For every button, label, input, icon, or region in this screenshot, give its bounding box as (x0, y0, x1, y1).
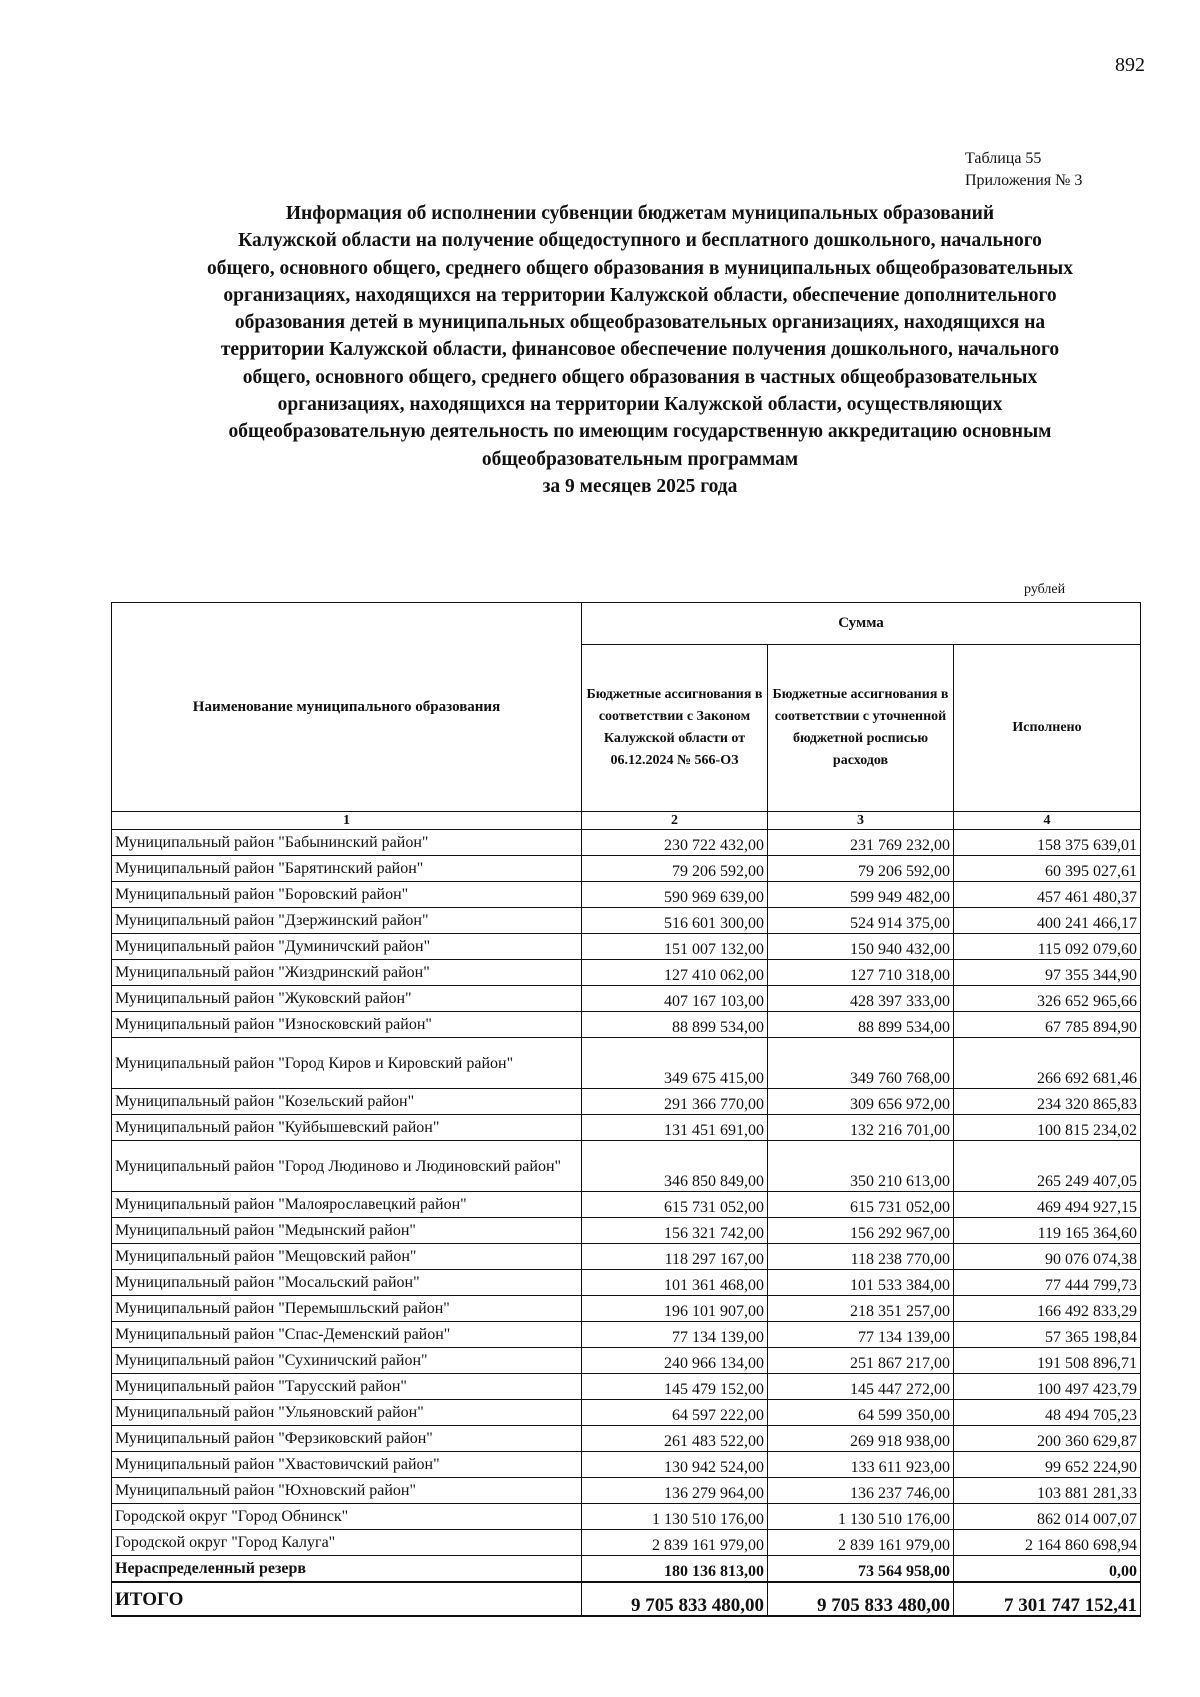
municipality-name: Муниципальный район "Барятинский район" (112, 856, 582, 882)
table-row (112, 830, 1141, 856)
executed-value: 457 461 480,37 (954, 882, 1141, 908)
revised-allocation-value: 231 769 232,00 (768, 830, 954, 856)
revised-allocation-value: 218 351 257,00 (768, 1296, 954, 1322)
law-allocation-value: 516 601 300,00 (582, 908, 768, 934)
revised-allocation-value: 269 918 938,00 (768, 1426, 954, 1452)
municipality-name: Муниципальный район "Город Людиново и Людиновский район" (112, 1141, 582, 1192)
executed-value: 469 494 927,15 (954, 1192, 1141, 1218)
currency-unit: рублей (1024, 582, 1066, 597)
total-executed: 7 301 747 152,41 (954, 1582, 1141, 1616)
executed-value: 119 165 364,60 (954, 1218, 1141, 1244)
municipality-name: Муниципальный район "Тарусский район" (112, 1374, 582, 1400)
revised-allocation-value: 309 656 972,00 (768, 1089, 954, 1115)
executed-value: 191 508 896,71 (954, 1348, 1141, 1374)
title-line: Информация об исполнении субвенции бюджетам муниципальных образований (285, 203, 995, 224)
revised-allocation-value: 88 899 534,00 (768, 1012, 954, 1038)
reserve-revised-allocation: 73 564 958,00 (768, 1556, 954, 1583)
header-law-allocations: Бюджетные ассигнования в соответствии с Законом Калужской области от 06.12.2024 № 566-ОЗ (582, 645, 768, 812)
municipality-name: Муниципальный район "Сухиничский район" (112, 1348, 582, 1374)
municipality-name: Городской округ "Город Калуга" (112, 1530, 582, 1556)
executed-value: 400 241 466,17 (954, 908, 1141, 934)
municipality-name: Муниципальный район "Мещовский район" (112, 1244, 582, 1270)
revised-allocation-value: 2 839 161 979,00 (768, 1530, 954, 1556)
revised-allocation-value: 615 731 052,00 (768, 1192, 954, 1218)
law-allocation-value: 615 731 052,00 (582, 1192, 768, 1218)
page-number: 892 (1115, 54, 1145, 76)
executed-value: 97 355 344,90 (954, 960, 1141, 986)
table-row (112, 986, 1141, 1012)
municipality-name: Муниципальный район "Бабынинский район" (112, 830, 582, 856)
municipality-name: Муниципальный район "Ульяновский район" (112, 1400, 582, 1426)
executed-value: 862 014 007,07 (954, 1504, 1141, 1530)
table-row (112, 908, 1141, 934)
table-row (112, 1530, 1141, 1556)
column-number: 2 (582, 812, 768, 830)
header-executed: Исполнено (954, 645, 1141, 812)
municipality-name: Муниципальный район "Мосальский район" (112, 1270, 582, 1296)
reserve-executed: 0,00 (954, 1556, 1141, 1583)
executed-value: 158 375 639,01 (954, 830, 1141, 856)
executed-value: 265 249 407,05 (954, 1141, 1141, 1192)
executed-value: 100 815 234,02 (954, 1115, 1141, 1141)
executed-value: 115 092 079,60 (954, 934, 1141, 960)
executed-value: 99 652 224,90 (954, 1452, 1141, 1478)
table-row (112, 1478, 1141, 1504)
law-allocation-value: 230 722 432,00 (582, 830, 768, 856)
table-reference-line2: Приложения № 3 (965, 172, 1083, 189)
header-sum-group: Сумма (582, 603, 1141, 645)
executed-value: 200 360 629,87 (954, 1426, 1141, 1452)
municipality-name: Муниципальный район "Дзержинский район" (112, 908, 582, 934)
law-allocation-value: 151 007 132,00 (582, 934, 768, 960)
municipality-name: Муниципальный район "Юхновский район" (112, 1478, 582, 1504)
title-line: организациях, находящихся на территории Калужской области, осуществляющих (277, 394, 1003, 416)
table-row (112, 1322, 1141, 1348)
revised-allocation-value: 150 940 432,00 (768, 934, 954, 960)
executed-value: 90 076 074,38 (954, 1244, 1141, 1270)
revised-allocation-value: 101 533 384,00 (768, 1270, 954, 1296)
municipality-name: Муниципальный район "Малоярославецкий район" (112, 1192, 582, 1218)
table-row (112, 882, 1141, 908)
law-allocation-value: 291 366 770,00 (582, 1089, 768, 1115)
executed-value: 57 365 198,84 (954, 1322, 1141, 1348)
municipality-name: Муниципальный район "Жуковский район" (112, 986, 582, 1012)
table-row (112, 1218, 1141, 1244)
table-row (112, 1426, 1141, 1452)
law-allocation-value: 79 206 592,00 (582, 856, 768, 882)
revised-allocation-value: 118 238 770,00 (768, 1244, 954, 1270)
executed-value: 326 652 965,66 (954, 986, 1141, 1012)
title-line: организациях, находящихся на территории Калужской области, обеспечение дополнительного (223, 284, 1057, 306)
title-line: территории Калужской области, финансовое обеспечение получения дошкольного, начального (220, 339, 1060, 361)
title-line: общеобразовательным программам (481, 448, 799, 470)
table-row (112, 1192, 1141, 1218)
title-line: общего, основного общего, среднего общего образования в частных общеобразовательных (242, 366, 1038, 388)
reserve-law-allocation: 180 136 813,00 (582, 1556, 768, 1583)
table-row (112, 1089, 1141, 1115)
executed-value: 234 320 865,83 (954, 1089, 1141, 1115)
title-line: образования детей в муниципальных общеобразовательных организациях, находящихся на (234, 312, 1046, 334)
law-allocation-value: 127 410 062,00 (582, 960, 768, 986)
header-municipality: Наименование муниципального образования (112, 603, 582, 812)
municipality-name: Муниципальный район "Перемышльский район" (112, 1296, 582, 1322)
law-allocation-value: 2 839 161 979,00 (582, 1530, 768, 1556)
subvention-table (111, 602, 1141, 1617)
title-line: общеобразовательную деятельность по имеющим государственную аккредитацию основным (228, 421, 1052, 443)
executed-value: 77 444 799,73 (954, 1270, 1141, 1296)
municipality-name: Муниципальный район "Думиничский район" (112, 934, 582, 960)
table-row (112, 1400, 1141, 1426)
law-allocation-value: 64 597 222,00 (582, 1400, 768, 1426)
law-allocation-value: 88 899 534,00 (582, 1012, 768, 1038)
law-allocation-value: 346 850 849,00 (582, 1141, 768, 1192)
total-label: ИТОГО (112, 1582, 582, 1616)
executed-value: 60 395 027,61 (954, 856, 1141, 882)
revised-allocation-value: 133 611 923,00 (768, 1452, 954, 1478)
title-period: за 9 месяцев 2025 года (542, 475, 738, 497)
table-row (112, 1115, 1141, 1141)
document-title (100, 200, 1180, 500)
table-row (112, 1504, 1141, 1530)
municipality-name: Муниципальный район "Спас-Деменский район" (112, 1322, 582, 1348)
law-allocation-value: 131 451 691,00 (582, 1115, 768, 1141)
table-row (112, 1141, 1141, 1192)
table-row (112, 1270, 1141, 1296)
revised-allocation-value: 64 599 350,00 (768, 1400, 954, 1426)
law-allocation-value: 590 969 639,00 (582, 882, 768, 908)
title-line: общего, основного общего, среднего общего образования в муниципальных общеобразовательных (207, 257, 1073, 279)
municipality-name: Муниципальный район "Медынский район" (112, 1218, 582, 1244)
title-line: Калужской области на получение общедоступного и бесплатного дошкольного, начального (238, 230, 1042, 252)
municipality-name: Муниципальный район "Куйбышевский район" (112, 1115, 582, 1141)
municipality-name: Муниципальный район "Козельский район" (112, 1089, 582, 1115)
header-revised-allocations: Бюджетные ассигнования в соответствии с уточненной бюджетной росписью расходов (768, 645, 954, 812)
table-reference-line1: Таблица 55 (965, 150, 1042, 167)
revised-allocation-value: 350 210 613,00 (768, 1141, 954, 1192)
law-allocation-value: 349 675 415,00 (582, 1038, 768, 1089)
law-allocation-value: 261 483 522,00 (582, 1426, 768, 1452)
column-number: 1 (112, 812, 582, 830)
law-allocation-value: 145 479 152,00 (582, 1374, 768, 1400)
revised-allocation-value: 428 397 333,00 (768, 986, 954, 1012)
executed-value: 100 497 423,79 (954, 1374, 1141, 1400)
table-row (112, 1452, 1141, 1478)
executed-value: 2 164 860 698,94 (954, 1530, 1141, 1556)
revised-allocation-value: 599 949 482,00 (768, 882, 954, 908)
executed-value: 103 881 281,33 (954, 1478, 1141, 1504)
municipality-name: Муниципальный район "Хвастовичский район" (112, 1452, 582, 1478)
table-row (112, 1296, 1141, 1322)
revised-allocation-value: 1 130 510 176,00 (768, 1504, 954, 1530)
municipality-name: Муниципальный район "Ферзиковский район" (112, 1426, 582, 1452)
table-row (112, 1374, 1141, 1400)
revised-allocation-value: 136 237 746,00 (768, 1478, 954, 1504)
executed-value: 48 494 705,23 (954, 1400, 1141, 1426)
column-number: 3 (768, 812, 954, 830)
revised-allocation-value: 145 447 272,00 (768, 1374, 954, 1400)
law-allocation-value: 1 130 510 176,00 (582, 1504, 768, 1530)
table-row (112, 1012, 1141, 1038)
executed-value: 266 692 681,46 (954, 1038, 1141, 1089)
table-body (112, 830, 1141, 1556)
table-row (112, 1038, 1141, 1089)
table-row (112, 960, 1141, 986)
law-allocation-value: 240 966 134,00 (582, 1348, 768, 1374)
table-row (112, 1244, 1141, 1270)
municipality-name: Муниципальный район "Город Киров и Кировский район" (112, 1038, 582, 1089)
table-row (112, 856, 1141, 882)
revised-allocation-value: 349 760 768,00 (768, 1038, 954, 1089)
municipality-name: Муниципальный район "Износковский район" (112, 1012, 582, 1038)
column-number: 4 (954, 812, 1141, 830)
law-allocation-value: 156 321 742,00 (582, 1218, 768, 1244)
revised-allocation-value: 524 914 375,00 (768, 908, 954, 934)
table-row (112, 934, 1141, 960)
law-allocation-value: 118 297 167,00 (582, 1244, 768, 1270)
executed-value: 67 785 894,90 (954, 1012, 1141, 1038)
total-row (112, 1582, 1141, 1616)
revised-allocation-value: 79 206 592,00 (768, 856, 954, 882)
executed-value: 166 492 833,29 (954, 1296, 1141, 1322)
total-law-allocation: 9 705 833 480,00 (582, 1582, 768, 1616)
law-allocation-value: 196 101 907,00 (582, 1296, 768, 1322)
reserve-name: Нераспределенный резерв (112, 1556, 582, 1583)
table-reference (965, 148, 1082, 192)
revised-allocation-value: 156 292 967,00 (768, 1218, 954, 1244)
law-allocation-value: 77 134 139,00 (582, 1322, 768, 1348)
table-row (112, 1348, 1141, 1374)
municipality-name: Городской округ "Город Обнинск" (112, 1504, 582, 1530)
total-revised-allocation: 9 705 833 480,00 (768, 1582, 954, 1616)
revised-allocation-value: 127 710 318,00 (768, 960, 954, 986)
law-allocation-value: 407 167 103,00 (582, 986, 768, 1012)
revised-allocation-value: 77 134 139,00 (768, 1322, 954, 1348)
revised-allocation-value: 251 867 217,00 (768, 1348, 954, 1374)
law-allocation-value: 130 942 524,00 (582, 1452, 768, 1478)
law-allocation-value: 101 361 468,00 (582, 1270, 768, 1296)
law-allocation-value: 136 279 964,00 (582, 1478, 768, 1504)
reserve-row (112, 1556, 1141, 1583)
municipality-name: Муниципальный район "Жиздринский район" (112, 960, 582, 986)
municipality-name: Муниципальный район "Боровский район" (112, 882, 582, 908)
revised-allocation-value: 132 216 701,00 (768, 1115, 954, 1141)
